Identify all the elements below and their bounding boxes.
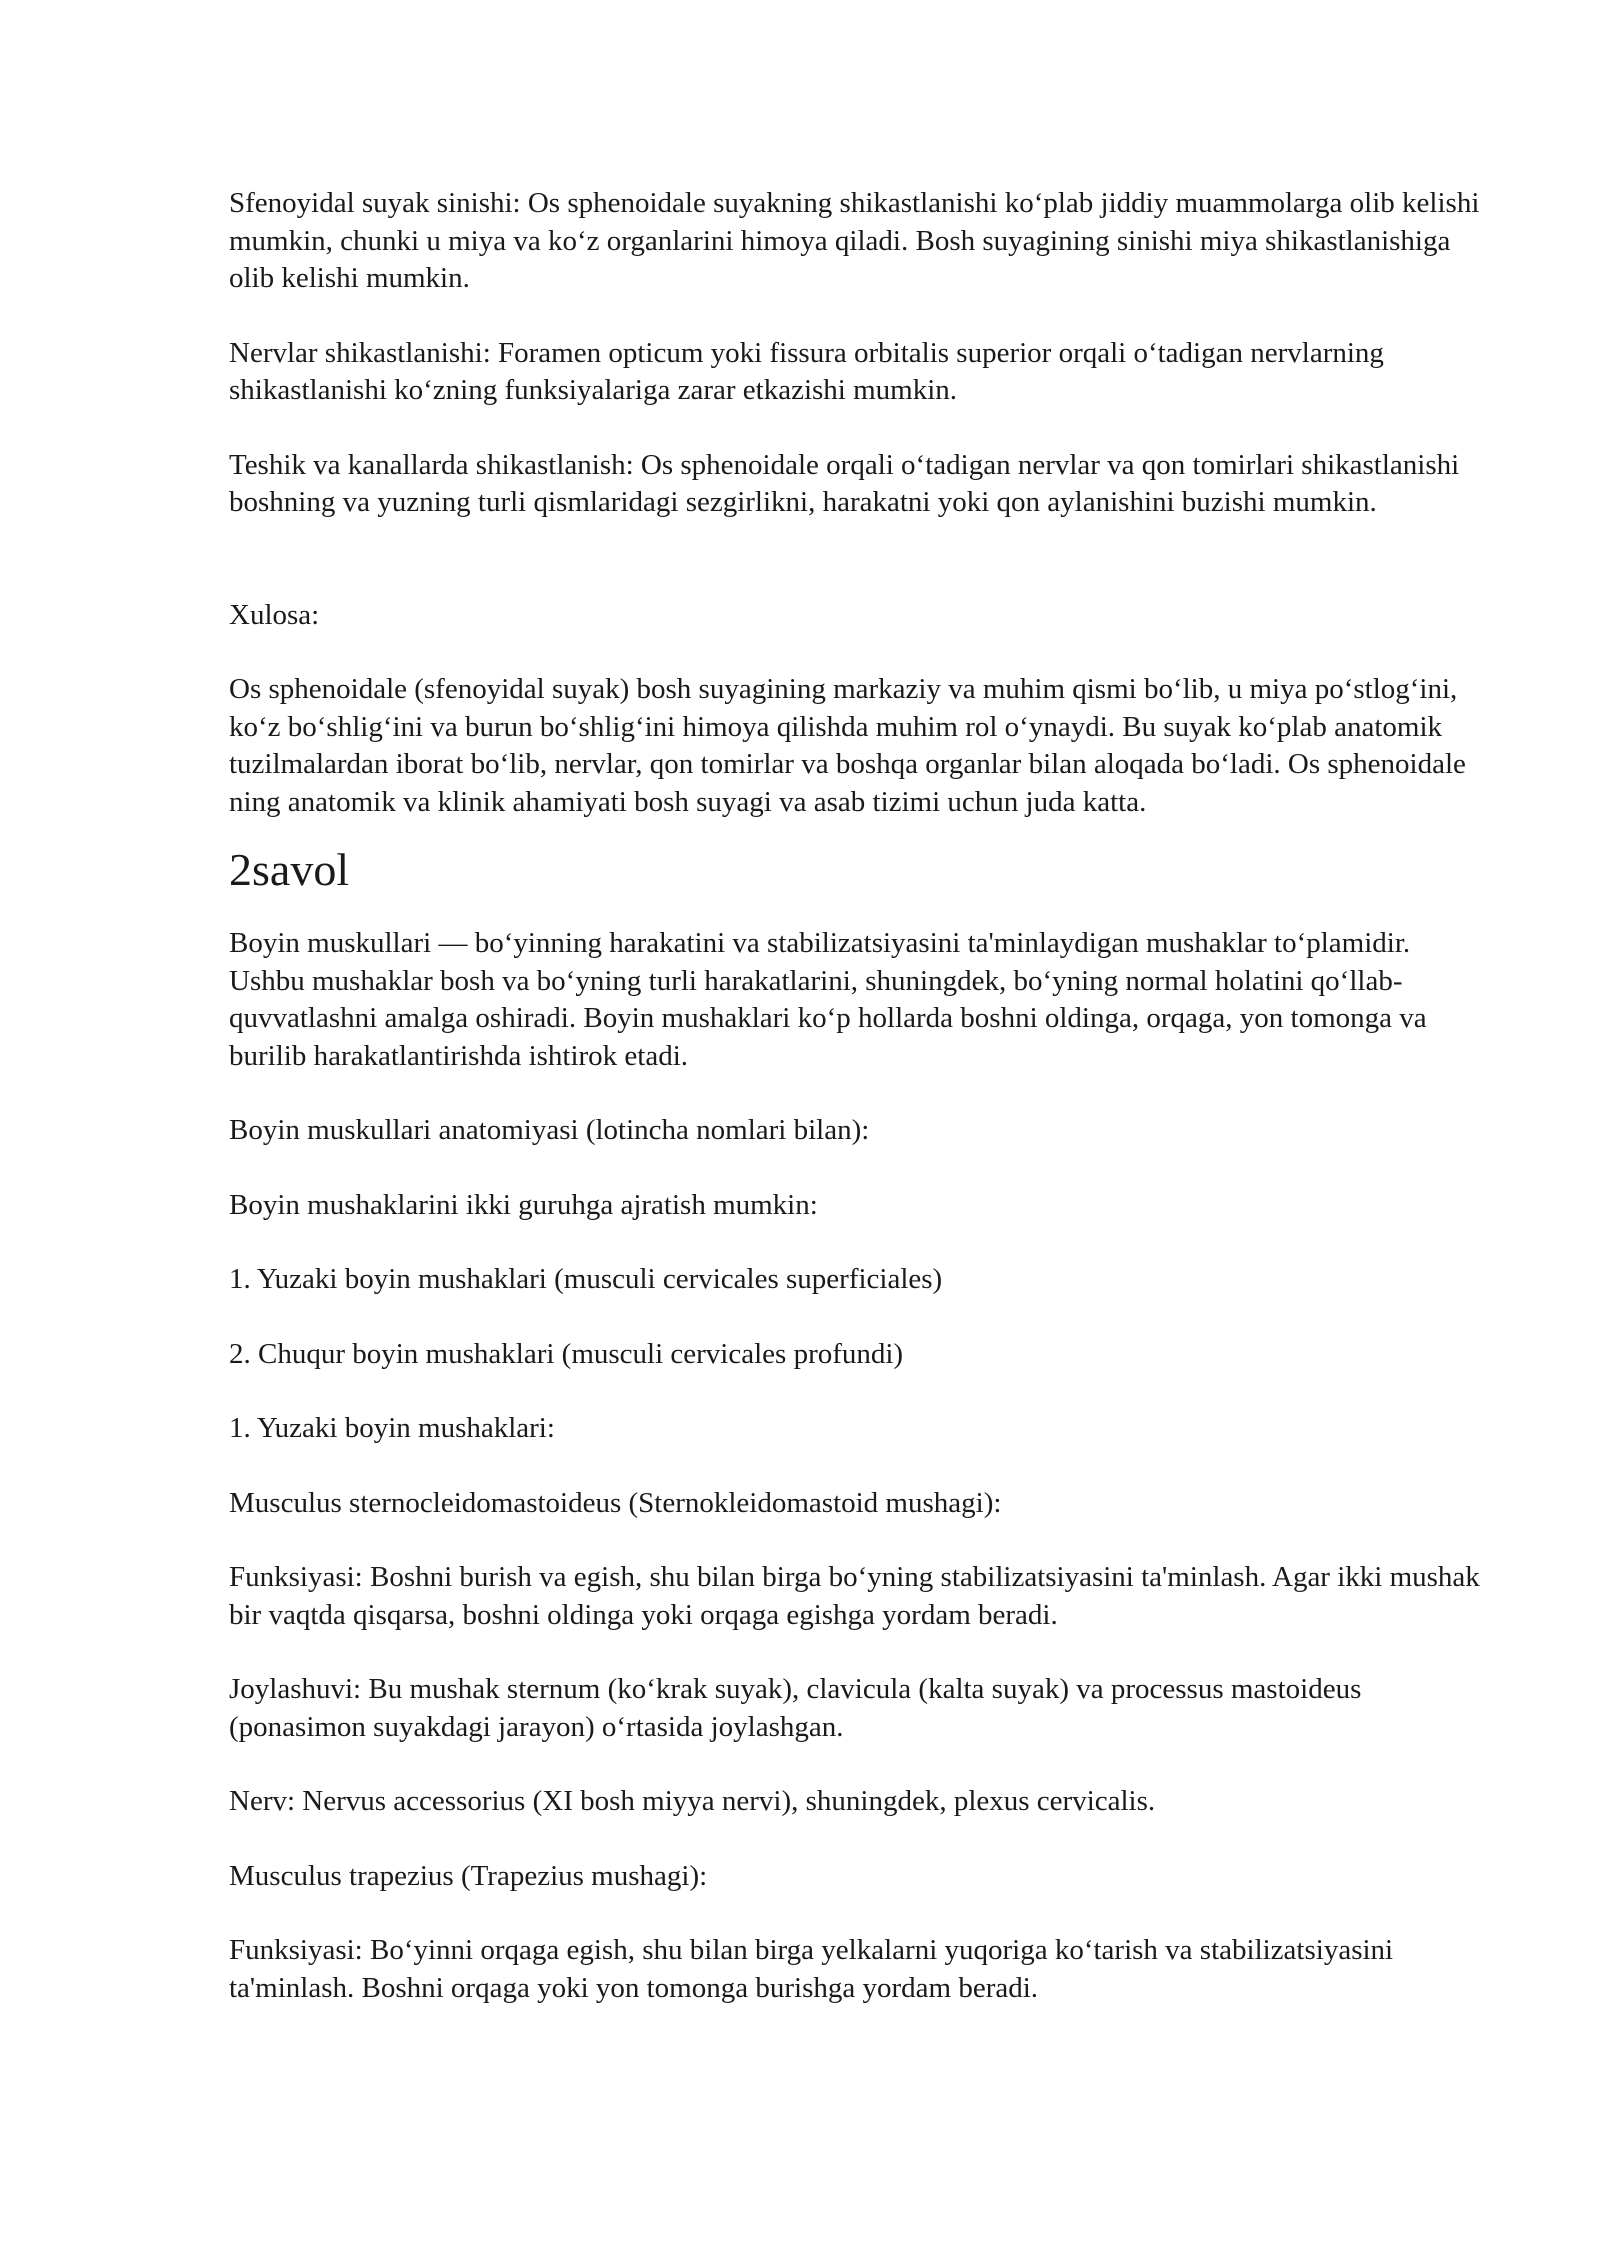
subheading-superficial-muscles: 1. Yuzaki boyin mushaklari: <box>229 1412 555 1444</box>
muscle-title-trapezius: Musculus trapezius (Trapezius mushagi): <box>229 1859 708 1892</box>
document-content <box>229 185 1489 2044</box>
paragraph-groups-label: Boyin mushaklarini ikki guruhga ajratish mumkin: <box>229 1188 818 1221</box>
section-heading-2savol: 2savol <box>229 844 350 895</box>
paragraph-scm-nerve: Nerv: Nervus accessorius (XI bosh miyya nervi), shuningdek, plexus cervicalis. <box>229 1785 1156 1817</box>
muscle-title-sternocleidomastoideus: Musculus sternocleidomastoideus (Sternokleidomastoid mushagi): <box>229 1486 1002 1519</box>
paragraph-nerve-injury: Nervlar shikastlanishi: Foramen opticum yoki fissura orbitalis superior orqali o‘tadigan nervlarning shikastlanishi ko‘zning funksiyalariga zarar etkazishi mumkin. <box>229 336 1384 406</box>
list-item-group-2: 2. Chuqur boyin mushaklari (musculi cervicales profundi) <box>229 1337 904 1370</box>
conclusion-text: Os sphenoidale (sfenoyidal suyak) bosh suyagining markaziy va muhim qismi bo‘lib, u miya po‘stlog‘ini, ko‘z bo‘shlig‘ini va burun bo‘shlig‘ini himoya qilishda muhim rol o‘ynaydi. Bu suyak ko‘plab anatomik tuzilmalardan iborat bo‘lib, nervlar, qon tomirlar va boshqa organlar bilan aloqada bo‘ladi. Os sphenoidale ning anatomik va klinik ahamiyati bosh suyagi va asab tizimi uchun juda katta. <box>229 673 1466 818</box>
paragraph-anatomy-label: Boyin muskullari anatomiyasi (lotincha nomlari bilan): <box>229 1114 870 1146</box>
paragraph-scm-location: Joylashuvi: Bu mushak sternum (ko‘krak suyak), clavicula (kalta suyak) va processus mastoideus (ponasimon suyakdagi jarayon) o‘rtasida joylashgan. <box>229 1673 1362 1743</box>
paragraph-canal-injury: Teshik va kanallarda shikastlanish: Os sphenoidale orqali o‘tadigan nervlar va qon tomirlari shikastlanishi boshning va yuzning turli qismlaridagi sezgirlikni, harakatni yoki qon aylanishini buzishi mumkin. <box>229 448 1460 518</box>
list-item-group-1: 1. Yuzaki boyin mushaklari (musculi cervicales superficiales) <box>229 1263 943 1295</box>
paragraph-scm-function: Funksiyasi: Boshni burish va egish, shu bilan birga bo‘yning stabilizatsiyasini ta'minlash. Agar ikki mushak bir vaqtda qisqarsa, boshni oldinga yoki orqaga egishga yordam beradi. <box>229 1561 1480 1631</box>
paragraph-sphenoid-fracture: Sfenoyidal suyak sinishi: Os sphenoidale suyakning shikastlanishi ko‘plab jiddiy muammolarga olib kelishi mumkin, chunki u miya va ko‘z organlarini himoya qiladi. Bosh suyagining sinishi miya shikastlanishiga olib kelishi mumkin. <box>229 187 1480 294</box>
conclusion-label: Xulosa: <box>229 598 320 631</box>
paragraph-trapezius-function: Funksiyasi: Bo‘yinni orqaga egish, shu bilan birga yelkalarni yuqoriga ko‘tarish va stabilizatsiyasini ta'minlash. Boshni orqaga yoki yon tomonga burishga yordam beradi. <box>229 1934 1394 2004</box>
paragraph-neck-muscles-intro: Boyin muskullari — bo‘yinning harakatini va stabilizatsiyasini ta'minlaydigan mushaklar to‘plamidir. Ushbu mushaklar bosh va bo‘yning turli harakatlarini, shuningdek, bo‘yning normal holatini qo‘llab-quvvatlashni amalga oshiradi. Boyin mushaklari ko‘p hollarda boshni oldinga, orqaga, yon tomonga va burilib harakatlantirishda ishtirok etadi. <box>229 927 1427 1072</box>
